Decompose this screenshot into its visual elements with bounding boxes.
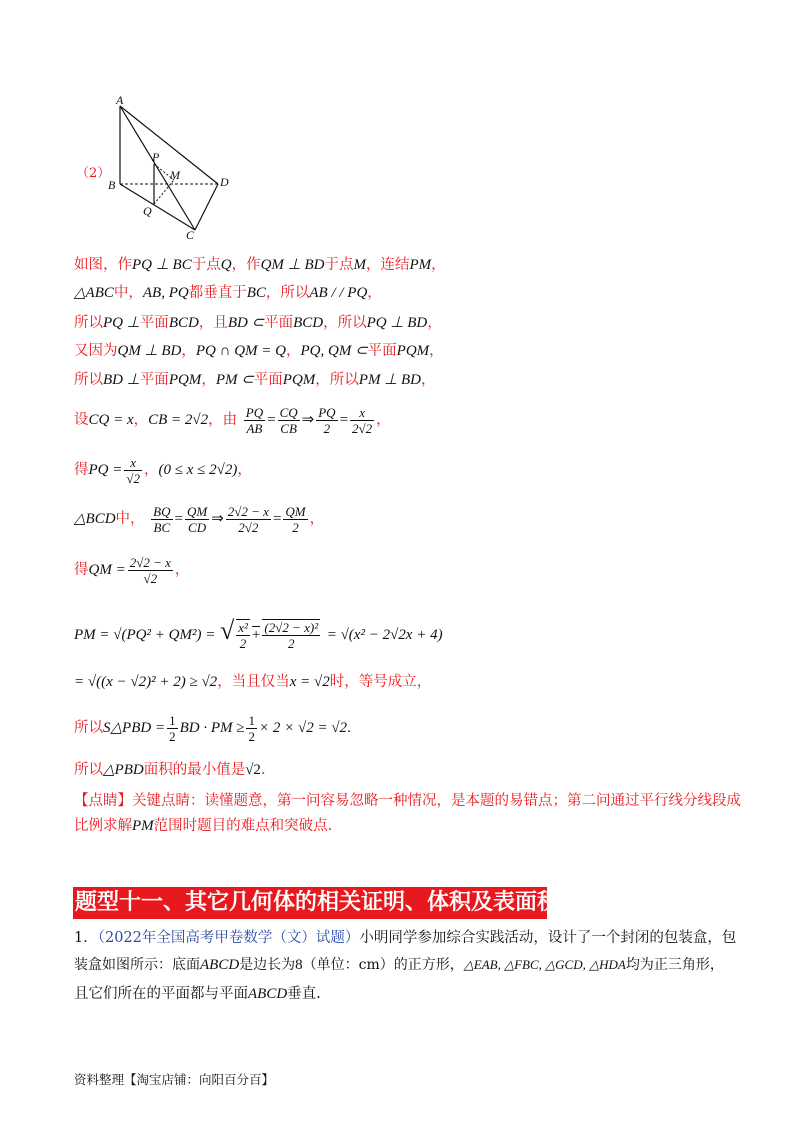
fraction	[124, 455, 142, 486]
denominator: CD	[188, 519, 207, 535]
numerator: 2√2 − x	[129, 554, 171, 570]
text: 比例求解	[74, 818, 132, 834]
numerator: (2√2 − x)²	[264, 620, 319, 635]
text: 装盒如图所示：底面	[74, 957, 200, 973]
math: △PBD	[103, 762, 144, 778]
text: ，	[427, 315, 442, 331]
math: PQM	[396, 343, 430, 359]
fraction	[244, 405, 265, 436]
fraction	[226, 504, 271, 535]
text: ，所以	[315, 372, 359, 388]
math: S△PBD =	[103, 720, 166, 736]
point-A: A	[116, 93, 124, 107]
part-label: （2）	[76, 166, 111, 181]
math: QM ⊥ BD	[117, 343, 182, 359]
text: 得	[74, 562, 89, 578]
math: PQM	[168, 372, 202, 388]
fraction	[185, 504, 209, 535]
text: ，连结	[365, 257, 410, 273]
point-P: P	[152, 150, 160, 164]
denominator: √2	[126, 470, 141, 486]
math: △ABC	[74, 285, 114, 301]
point-M: M	[170, 168, 180, 182]
math: +	[251, 627, 261, 643]
text: 又因为	[74, 343, 118, 359]
solution-line-1	[74, 255, 446, 275]
numerator: BQ	[153, 503, 171, 519]
text: 且它们所在的平面都与平面	[74, 986, 248, 1002]
text: 垂直.	[287, 986, 321, 1002]
denominator: 2	[169, 728, 176, 744]
math: PQ, QM ⊂	[300, 343, 368, 359]
text: 平面	[139, 372, 169, 388]
math: =	[174, 511, 183, 527]
math: PM = √(PQ² + QM²) =	[74, 627, 216, 643]
text: 范围时题目的难点和突破点.	[153, 818, 333, 834]
math: BCD	[168, 315, 199, 331]
math: (0 ≤ x ≤ 2√2)	[158, 462, 238, 478]
fraction	[236, 619, 250, 651]
fraction	[128, 555, 173, 586]
text: ，	[376, 412, 391, 428]
math: PM	[132, 818, 154, 834]
numerator: 1	[169, 712, 176, 728]
math: PQ ⊥ BC	[132, 257, 192, 273]
problem-number: 1．	[74, 930, 98, 946]
math: BCD	[293, 315, 324, 331]
text: ，所以	[265, 285, 310, 301]
text: ，当且仅当	[217, 674, 290, 690]
solution-line-10	[74, 610, 443, 656]
text: ，	[144, 462, 159, 478]
numerator: x	[350, 405, 374, 421]
text: 平面	[367, 343, 397, 359]
math: QM =	[88, 562, 126, 578]
math: PM	[409, 257, 432, 273]
numerator: x²	[238, 620, 248, 635]
math: PQM	[282, 372, 316, 388]
math: PM ⊂	[215, 372, 254, 388]
text: ，且	[198, 315, 228, 331]
fraction	[350, 405, 374, 436]
text: ，	[309, 511, 325, 527]
denominator: 2√2	[352, 420, 373, 436]
text: 所以	[74, 372, 103, 388]
fraction	[246, 713, 257, 744]
denominator: AB	[246, 420, 263, 436]
math: PM ⊥ BD	[358, 372, 422, 388]
text: 如图，作	[74, 257, 132, 273]
solution-line-5	[74, 370, 436, 390]
text: 时，等号成立，	[329, 674, 432, 690]
math: = √((x − √2)² + 2) ≥ √2	[74, 674, 218, 690]
math: BC	[246, 285, 266, 301]
solution-line-4	[74, 341, 444, 361]
point-Q: Q	[143, 204, 152, 218]
sqrt-open: √	[219, 616, 235, 645]
math: 8	[295, 957, 303, 973]
math: △BCD	[74, 511, 116, 527]
tetrahedron-diagram	[70, 88, 250, 243]
math: =	[267, 412, 276, 428]
denominator: 2	[323, 420, 331, 436]
text: ，	[174, 562, 190, 578]
text: ，	[421, 372, 436, 388]
math: ⇒	[301, 412, 315, 428]
geometry-figure	[70, 88, 250, 243]
fraction	[316, 405, 337, 436]
text: 都垂直于	[188, 285, 247, 301]
text: ，由	[208, 412, 238, 428]
text: 所以	[74, 762, 103, 778]
text: 中，	[115, 511, 145, 527]
denominator: 2√2	[238, 519, 259, 535]
text: .	[347, 720, 351, 736]
numerator: 1	[248, 712, 255, 728]
solution-line-7	[74, 453, 252, 487]
problem-line-2	[74, 955, 724, 975]
numerator: PQ	[318, 404, 336, 420]
denominator: CB	[280, 420, 297, 436]
text: 平面	[139, 315, 169, 331]
math: ⇒	[211, 511, 224, 527]
solution-line-2	[74, 283, 382, 303]
denominator: 2	[287, 636, 295, 651]
math: = √(x² − 2√2x + 4)	[326, 627, 443, 643]
text: 于点	[191, 257, 221, 273]
text: ，	[181, 343, 196, 359]
math: √2	[245, 762, 261, 778]
text: ，	[286, 343, 301, 359]
text: ，	[133, 412, 149, 428]
section-heading: 题型十一、其它几何体的相关证明、体积及表面积	[73, 887, 547, 919]
math: QM ⊥ BD	[260, 257, 325, 273]
math: PQ =	[88, 462, 123, 478]
denominator: 2	[248, 728, 255, 744]
footer-source: 资料整理【淘宝店铺：向阳百分百】	[74, 1072, 275, 1087]
numerator: 2√2 − x	[227, 503, 269, 519]
solution-line-9	[74, 553, 189, 587]
math: ABCD	[248, 986, 288, 1002]
solution-line-12	[74, 711, 351, 745]
math: AB / / PQ	[309, 285, 368, 301]
point-D: D	[220, 175, 229, 189]
text: ，所以	[323, 315, 367, 331]
point-B: B	[108, 178, 116, 192]
solution-line-3	[74, 313, 442, 333]
denominator: √2	[143, 570, 158, 586]
text: （单位：cm）的正方形，	[302, 957, 464, 973]
solution-line-6	[74, 403, 391, 437]
math: ABCD	[200, 957, 240, 973]
solution-line-8	[74, 502, 324, 536]
text: 得	[74, 462, 89, 478]
text: ，作	[231, 257, 261, 273]
math: CQ = x	[88, 412, 134, 428]
numerator: QM	[186, 503, 208, 519]
text: 面积的最小值是	[143, 762, 246, 778]
text: ，	[367, 285, 382, 301]
math: PQ ∩ QM = Q	[195, 343, 287, 359]
text: ，	[201, 372, 216, 388]
solution-line-11	[74, 670, 431, 694]
text: 中，	[113, 285, 143, 301]
text: 是边长为	[239, 957, 296, 973]
text: 平面	[253, 372, 283, 388]
point-C: C	[186, 228, 195, 242]
text: 于点	[324, 257, 354, 273]
problem-line-3	[74, 984, 321, 1004]
math: PQ ⊥ BD	[366, 315, 428, 331]
fraction	[151, 504, 172, 535]
text: 平面	[264, 315, 294, 331]
math: =	[272, 511, 282, 527]
numerator: PQ	[245, 404, 264, 420]
math: AB, PQ	[142, 285, 189, 301]
fraction	[278, 405, 300, 436]
math: CB = 2√2	[148, 412, 209, 428]
text: ，	[237, 462, 252, 478]
numerator: CQ	[279, 404, 298, 420]
math: x = √2	[289, 674, 330, 690]
fraction	[167, 713, 178, 744]
math: M	[353, 257, 366, 273]
text: 小明同学参加综合实践活动，设计了一个封闭的包装盒，包	[359, 930, 737, 946]
denominator: 2	[292, 519, 299, 535]
math: BD ⊥	[103, 372, 140, 388]
text: .	[260, 762, 266, 778]
key-point-line-1: 【点睛】关键点睛：读懂题意，第一问容易忽略一种情况，是本题的易错点；第二问通过平行线分线段成	[74, 793, 741, 809]
numerator: x	[124, 455, 142, 471]
text: 所以	[74, 720, 103, 736]
solution-line-13	[74, 760, 266, 780]
key-point-line-2	[74, 816, 332, 836]
math: △EAB, △FBC, △GCD, △HDA	[463, 957, 626, 972]
math: BD · PM ≥	[179, 720, 245, 736]
text: 所以	[74, 315, 103, 331]
problem-line-1	[74, 928, 736, 948]
fraction	[283, 504, 307, 535]
text: ，	[429, 343, 444, 359]
denominator: BC	[153, 519, 171, 535]
denominator: 2	[239, 636, 247, 651]
math: × 2 × √2 = √2	[258, 720, 348, 736]
math: BD ⊂	[227, 315, 265, 331]
text: 均为正三角形，	[625, 957, 724, 973]
text: ，	[431, 257, 446, 273]
math: Q	[220, 257, 232, 273]
text: 设	[74, 412, 89, 428]
problem-source: （2022年全国高考甲卷数学（文）试题）	[97, 930, 360, 946]
math: =	[339, 412, 349, 428]
math: PQ ⊥	[103, 315, 140, 331]
fraction	[262, 619, 320, 651]
numerator: QM	[285, 503, 306, 519]
